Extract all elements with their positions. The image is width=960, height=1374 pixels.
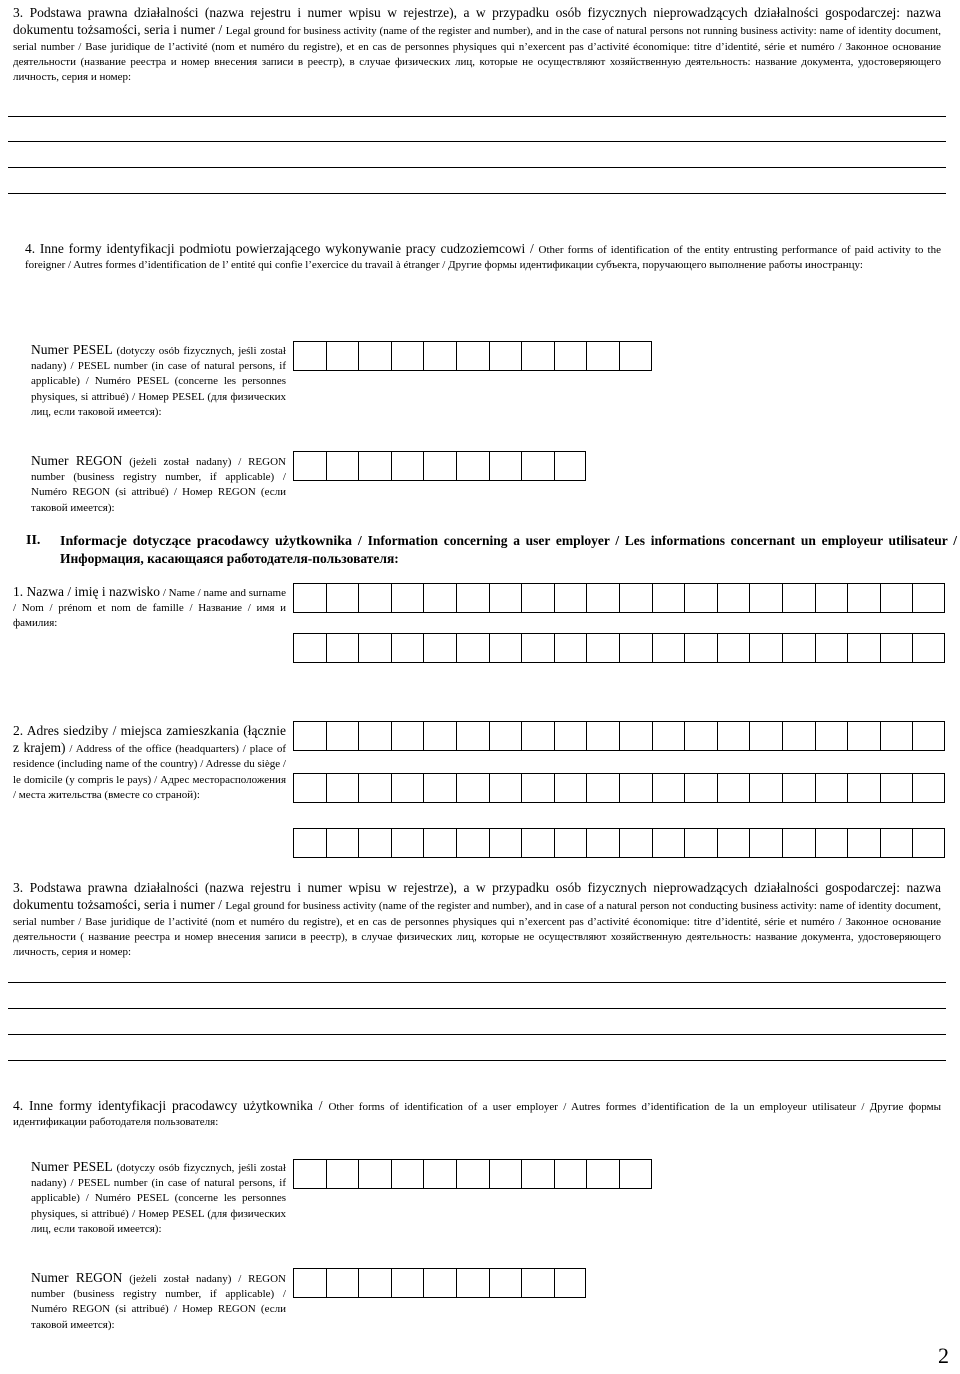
character-box[interactable]	[358, 774, 391, 802]
character-box[interactable]	[326, 722, 359, 750]
character-box[interactable]	[423, 829, 456, 857]
answer-line[interactable]	[8, 1060, 946, 1061]
character-box[interactable]	[912, 634, 945, 662]
character-box[interactable]	[554, 1269, 587, 1297]
character-box[interactable]	[326, 634, 359, 662]
section-numeral: II.	[26, 533, 41, 548]
character-box[interactable]	[521, 1269, 554, 1297]
character-box[interactable]	[652, 584, 685, 612]
character-box[interactable]	[489, 634, 522, 662]
character-box[interactable]	[586, 774, 619, 802]
character-box[interactable]	[489, 584, 522, 612]
answer-line[interactable]	[8, 116, 946, 117]
character-box[interactable]	[489, 829, 522, 857]
character-box[interactable]	[326, 584, 359, 612]
character-box[interactable]	[586, 342, 619, 370]
character-box[interactable]	[554, 584, 587, 612]
answer-line[interactable]	[8, 193, 946, 194]
character-box[interactable]	[782, 584, 815, 612]
character-box[interactable]	[847, 584, 880, 612]
pesel-input-boxes[interactable]	[293, 341, 652, 371]
character-box[interactable]	[326, 452, 359, 480]
character-box[interactable]	[456, 1269, 489, 1297]
character-box[interactable]	[326, 1160, 359, 1188]
character-box[interactable]	[749, 774, 782, 802]
character-box[interactable]	[652, 634, 685, 662]
character-box[interactable]	[815, 634, 848, 662]
character-box[interactable]	[717, 774, 750, 802]
character-box[interactable]	[815, 829, 848, 857]
character-box[interactable]	[293, 634, 326, 662]
character-box[interactable]	[847, 634, 880, 662]
character-box[interactable]	[326, 829, 359, 857]
user-employer-regon-label: Numer REGON (jeżeli został nadany) / REGON number (business registry number, if applicable) / Numéro REGON (si attribué) / Номер REGON (если таковой имеется):	[31, 1270, 286, 1331]
character-box[interactable]	[782, 829, 815, 857]
character-box[interactable]	[782, 722, 815, 750]
character-box[interactable]	[847, 722, 880, 750]
character-box[interactable]	[423, 722, 456, 750]
character-box[interactable]	[880, 584, 913, 612]
character-box[interactable]	[684, 722, 717, 750]
character-box[interactable]	[358, 342, 391, 370]
character-box[interactable]	[293, 1160, 326, 1188]
user-employer-pesel-input-boxes[interactable]	[293, 1159, 652, 1189]
character-box[interactable]	[717, 634, 750, 662]
character-box[interactable]	[880, 634, 913, 662]
character-box[interactable]	[652, 829, 685, 857]
section-II-title: Informacje dotyczące pracodawcy użytkownika / Information concerning a user employer / Les informations concernant un employeur utilisateur / Информация, касающаяся работодателя-пользователя:	[60, 533, 958, 566]
character-box[interactable]	[456, 342, 489, 370]
character-box[interactable]	[293, 722, 326, 750]
character-box[interactable]	[586, 584, 619, 612]
character-box[interactable]	[717, 829, 750, 857]
character-box[interactable]	[456, 452, 489, 480]
character-box[interactable]	[847, 829, 880, 857]
character-box[interactable]	[554, 452, 587, 480]
answer-line[interactable]	[8, 1008, 946, 1009]
character-box[interactable]	[521, 1160, 554, 1188]
character-box[interactable]	[717, 722, 750, 750]
character-box[interactable]	[489, 1160, 522, 1188]
character-box[interactable]	[358, 634, 391, 662]
character-box[interactable]	[391, 584, 424, 612]
character-box[interactable]	[619, 774, 652, 802]
character-box[interactable]	[912, 722, 945, 750]
character-box[interactable]	[391, 722, 424, 750]
user-employer-legal-ground-text: 3. Podstawa prawna działalności (nazwa rejestru i numer wpisu w rejestrze), a w przypadku osób fizycznych nieprowadzących działalności gospodarczej: nazwa dokumentu tożsamości, seria i numer / Legal ground for business activity (name of the register and number), and in case of a natural person not conducting business activity: name of identity document, serial number / Base juridique de l’activité (nom et numéro du registre), et en cas de personnes physiques qui n’exercent pas d’activité économique: titre d’identité, série et numéro / Законное основание деятельности ( название реестра и номер внесения записи в реестр), в случае физических лиц, которые не осуществляют хозяйственную деятельность: название документа, удостоверяющего личность, серия и номер:	[13, 880, 941, 959]
character-box[interactable]	[358, 584, 391, 612]
character-box[interactable]	[912, 829, 945, 857]
character-box[interactable]	[293, 342, 326, 370]
character-box[interactable]	[293, 584, 326, 612]
character-box[interactable]	[423, 1269, 456, 1297]
character-box[interactable]	[456, 722, 489, 750]
item3-legal-ground-text: 3. Podstawa prawna działalności (nazwa rejestru i numer wpisu w rejestrze), a w przypadku osób fizycznych nieprowadzących działalności gospodarczej: nazwa dokumentu tożsamości, seria i numer / Legal ground for business activity (name of the register and number), and in the case of natural persons not running business activity: name of identity document, serial number / Base juridique de l’activité (nom et numéro du registre), et en cas de personnes physiques qui n’exercent pas d’activité économique: titre d’identité, série et numéro / Законное основание деятельности (название реестра и номер внесения записи в реестр), в случае физических лиц, которые не осуществляют хозяйственную деятельность: название документа, удостоверяющего личность, серия и номер:	[13, 5, 942, 84]
character-box[interactable]	[880, 829, 913, 857]
character-box[interactable]	[815, 584, 848, 612]
character-box[interactable]	[521, 584, 554, 612]
pesel-label: Numer PESEL (dotyczy osób fizycznych, jeśli został nadany) / PESEL number (in case of natural persons, if applicable) / Numéro PESEL (concerne les personnes physiques, si attribué) / Номер PESEL (для физических лиц, если таковой имеется):	[31, 342, 286, 418]
character-box[interactable]	[423, 774, 456, 802]
character-box[interactable]	[619, 634, 652, 662]
regon-input-boxes[interactable]	[293, 451, 586, 481]
address-input-boxes-row3[interactable]	[293, 828, 945, 858]
character-box[interactable]	[456, 774, 489, 802]
character-box[interactable]	[521, 774, 554, 802]
character-box[interactable]	[880, 774, 913, 802]
character-box[interactable]	[847, 774, 880, 802]
answer-line[interactable]	[8, 141, 946, 142]
character-box[interactable]	[521, 634, 554, 662]
character-box[interactable]	[358, 1269, 391, 1297]
character-box[interactable]	[326, 342, 359, 370]
character-box[interactable]	[423, 452, 456, 480]
character-box[interactable]	[391, 1269, 424, 1297]
character-box[interactable]	[619, 829, 652, 857]
character-box[interactable]	[586, 722, 619, 750]
character-box[interactable]	[912, 584, 945, 612]
character-box[interactable]	[358, 1160, 391, 1188]
character-box[interactable]	[782, 634, 815, 662]
character-box[interactable]	[489, 1269, 522, 1297]
answer-line[interactable]	[8, 1034, 946, 1035]
character-box[interactable]	[652, 774, 685, 802]
character-box[interactable]	[880, 722, 913, 750]
character-box[interactable]	[586, 1160, 619, 1188]
character-box[interactable]	[456, 634, 489, 662]
character-box[interactable]	[912, 774, 945, 802]
user-employer-pesel-label: Numer PESEL (dotyczy osób fizycznych, jeśli został nadany) / PESEL number (in case of natural persons, if applicable) / Numéro PESEL (concerne les personnes physiques, si attribué) / Номер PESEL (для физических лиц, если таковой имеется):	[31, 1159, 286, 1235]
character-box[interactable]	[521, 722, 554, 750]
character-box[interactable]	[684, 584, 717, 612]
character-box[interactable]	[391, 634, 424, 662]
regon-label: Numer REGON (jeżeli został nadany) / REGON number (business registry number, if applicable) / Numéro REGON (si attribué) / Номер REGON (если таковой имеется):	[31, 453, 286, 514]
name-input-boxes-row2[interactable]	[293, 633, 945, 663]
character-box[interactable]	[391, 829, 424, 857]
character-box[interactable]	[489, 774, 522, 802]
character-box[interactable]	[749, 829, 782, 857]
character-box[interactable]	[456, 829, 489, 857]
character-box[interactable]	[358, 452, 391, 480]
character-box[interactable]	[684, 774, 717, 802]
character-box[interactable]	[391, 1160, 424, 1188]
character-box[interactable]	[554, 774, 587, 802]
character-box[interactable]	[358, 722, 391, 750]
user-employer-name-label: 1. Nazwa / imię i nazwisko / Name / name and surname / Nom / prénom et nom de famille / Название / имя и фамилия:	[13, 584, 286, 630]
character-box[interactable]	[554, 722, 587, 750]
character-box[interactable]	[619, 584, 652, 612]
character-box[interactable]	[456, 584, 489, 612]
character-box[interactable]	[456, 1160, 489, 1188]
character-box[interactable]	[391, 342, 424, 370]
character-box[interactable]	[586, 634, 619, 662]
character-box[interactable]	[293, 452, 326, 480]
answer-line[interactable]	[8, 982, 946, 983]
user-employer-regon-input-boxes[interactable]	[293, 1268, 586, 1298]
character-box[interactable]	[489, 452, 522, 480]
character-box[interactable]	[423, 342, 456, 370]
page-number: 2	[938, 1343, 949, 1368]
character-box[interactable]	[749, 634, 782, 662]
character-box[interactable]	[619, 1160, 652, 1188]
name-input-boxes-row1[interactable]	[293, 583, 945, 613]
character-box[interactable]	[652, 722, 685, 750]
character-box[interactable]	[684, 634, 717, 662]
character-box[interactable]	[749, 722, 782, 750]
character-box[interactable]	[619, 722, 652, 750]
character-box[interactable]	[293, 1269, 326, 1297]
character-box[interactable]	[521, 452, 554, 480]
character-box[interactable]	[684, 829, 717, 857]
character-box[interactable]	[619, 342, 652, 370]
address-input-boxes-row2[interactable]	[293, 773, 945, 803]
character-box[interactable]	[326, 1269, 359, 1297]
character-box[interactable]	[717, 584, 750, 612]
character-box[interactable]	[554, 829, 587, 857]
character-box[interactable]	[358, 829, 391, 857]
character-box[interactable]	[749, 584, 782, 612]
character-box[interactable]	[489, 342, 522, 370]
character-box[interactable]	[815, 722, 848, 750]
character-box[interactable]	[521, 342, 554, 370]
character-box[interactable]	[391, 774, 424, 802]
character-box[interactable]	[391, 452, 424, 480]
character-box[interactable]	[326, 774, 359, 802]
address-input-boxes-row1[interactable]	[293, 721, 945, 751]
character-box[interactable]	[554, 1160, 587, 1188]
character-box[interactable]	[815, 774, 848, 802]
item4-other-identification-text: 4. Inne formy identyfikacji podmiotu powierzającego wykonywanie pracy cudzoziemcowi / Other forms of identification of the entity entrusting performance of paid activity to the foreigner / Autres formes d’identification de l’ entité qui confie l’exercice du travail à étranger / Другие формы идентификации субъекта, поручающего выполнение работы иностранцу:	[25, 241, 941, 272]
character-box[interactable]	[489, 722, 522, 750]
user-employer-other-identification-text: 4. Inne formy identyfikacji pracodawcy użytkownika / Other forms of identification of a user employer / Autres formes d’identification de la un employeur utilisateur / Другие формы идентификации работодателя пользователя:	[13, 1098, 941, 1129]
character-box[interactable]	[423, 634, 456, 662]
character-box[interactable]	[554, 342, 587, 370]
character-box[interactable]	[293, 829, 326, 857]
character-box[interactable]	[293, 774, 326, 802]
character-box[interactable]	[554, 634, 587, 662]
character-box[interactable]	[782, 774, 815, 802]
user-employer-address-label: 2. Adres siedziby / miejsca zamieszkania (łącznie z krajem) / Address of the office (headquarters) / place of residence (including name of the country) / Adresse du siège / le domicile (y compris le pays) / Адрес месторасположения / места жительства (вместе со страной):	[13, 723, 286, 801]
character-box[interactable]	[423, 1160, 456, 1188]
answer-line[interactable]	[8, 167, 946, 168]
character-box[interactable]	[521, 829, 554, 857]
character-box[interactable]	[586, 829, 619, 857]
character-box[interactable]	[423, 584, 456, 612]
